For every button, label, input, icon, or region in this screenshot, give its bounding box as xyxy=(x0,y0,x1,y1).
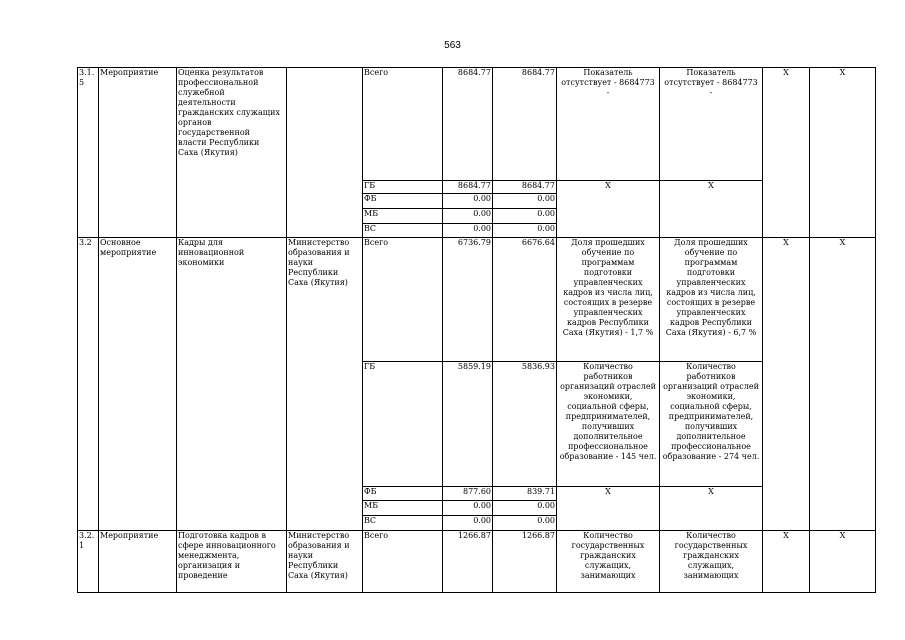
indicator-fact: Доля прошедших обучение по программам подготовки управленческих кадров из числа лиц, состоящих в резерве управленческих кадров Республики Саха (Якутия) - 6,7 % xyxy=(660,238,763,362)
page-number: 563 xyxy=(444,40,461,51)
row-name: Оценка результатов профессиональной служебной деятельности гражданских служащих органов государственной власти Республики Саха (Якутия) xyxy=(177,68,287,238)
row-executor: Министерство образования и науки Республики Саха (Якутия) xyxy=(287,531,363,593)
funding-plan: 5859.19 xyxy=(443,362,493,487)
funding-fact: 8684.77 xyxy=(493,68,557,181)
row-executor: Министерство образования и науки Республики Саха (Якутия) xyxy=(287,238,363,531)
funding-source: ГБ xyxy=(363,362,443,487)
indicator-plan: Количество государственных гражданских служащих, занимающих xyxy=(557,531,660,593)
funding-source: ВС xyxy=(363,516,443,531)
funding-plan: 0.00 xyxy=(443,501,493,516)
funding-source: Всего xyxy=(363,68,443,181)
funding-plan: 0.00 xyxy=(443,209,493,224)
funding-source: МБ xyxy=(363,209,443,224)
funding-source: ГБ xyxy=(363,181,443,194)
mark-x: X xyxy=(810,238,876,531)
table-row xyxy=(78,531,876,593)
funding-plan: 877.60 xyxy=(443,487,493,501)
table-row xyxy=(78,238,876,362)
funding-fact: 5836.93 xyxy=(493,362,557,487)
row-type: Мероприятие xyxy=(99,68,177,238)
funding-plan: 1266.87 xyxy=(443,531,493,593)
funding-fact: 0.00 xyxy=(493,501,557,516)
funding-source: Всего xyxy=(363,238,443,362)
funding-plan: 6736.79 xyxy=(443,238,493,362)
mark-x: X xyxy=(810,68,876,238)
indicator-plan: Количество работников организаций отраслей экономики, социальной сферы, предпринимателей, получивших дополнительное профессиональное образование - 145 чел. xyxy=(557,362,660,487)
funding-fact: 839.71 xyxy=(493,487,557,501)
indicator-fact: Количество государственных гражданских служащих, занимающих xyxy=(660,531,763,593)
funding-fact: 0.00 xyxy=(493,224,557,238)
indicator-fact: X xyxy=(660,181,763,238)
funding-fact: 8684.77 xyxy=(493,181,557,194)
row-type: Основное мероприятие xyxy=(99,238,177,531)
funding-plan: 0.00 xyxy=(443,224,493,238)
funding-plan: 0.00 xyxy=(443,194,493,209)
indicator-plan: Показатель отсутствует - 8684773 - xyxy=(557,68,660,181)
funding-source: ФБ xyxy=(363,487,443,501)
funding-fact: 0.00 xyxy=(493,209,557,224)
row-name: Кадры для инновационной экономики xyxy=(177,238,287,531)
funding-source: ФБ xyxy=(363,194,443,209)
mark-x: X xyxy=(763,238,810,531)
indicator-fact: X xyxy=(660,487,763,531)
mark-x: X xyxy=(763,68,810,238)
mark-x: X xyxy=(763,531,810,593)
table-row xyxy=(78,68,876,181)
funding-fact: 0.00 xyxy=(493,516,557,531)
row-number: 3.1. 5 xyxy=(78,68,99,238)
indicator-plan: X xyxy=(557,487,660,531)
funding-fact: 0.00 xyxy=(493,194,557,209)
funding-source: МБ xyxy=(363,501,443,516)
row-number: 3.2. 1 xyxy=(78,531,99,593)
funding-plan: 8684.77 xyxy=(443,181,493,194)
funding-plan: 8684.77 xyxy=(443,68,493,181)
indicator-plan: Доля прошедших обучение по программам подготовки управленческих кадров из числа лиц, состоящих в резерве управленческих кадров Республики Саха (Якутия) - 1,7 % xyxy=(557,238,660,362)
indicator-fact: Показатель отсутствует - 8684773 - xyxy=(660,68,763,181)
indicator-fact: Количество работников организаций отраслей экономики, социальной сферы, предпринимателей, получивших дополнительное профессиональное образование - 274 чел. xyxy=(660,362,763,487)
funding-plan: 0.00 xyxy=(443,516,493,531)
row-executor xyxy=(287,68,363,238)
funding-fact: 6676.64 xyxy=(493,238,557,362)
row-name: Подготовка кадров в сфере инновационного менеджмента, организация и проведение xyxy=(177,531,287,593)
funding-source: ВС xyxy=(363,224,443,238)
funding-source: Всего xyxy=(363,531,443,593)
row-number: 3.2 xyxy=(78,238,99,531)
funding-fact: 1266.87 xyxy=(493,531,557,593)
indicator-plan: X xyxy=(557,181,660,238)
mark-x: X xyxy=(810,531,876,593)
row-type: Мероприятие xyxy=(99,531,177,593)
program-table xyxy=(77,67,876,593)
